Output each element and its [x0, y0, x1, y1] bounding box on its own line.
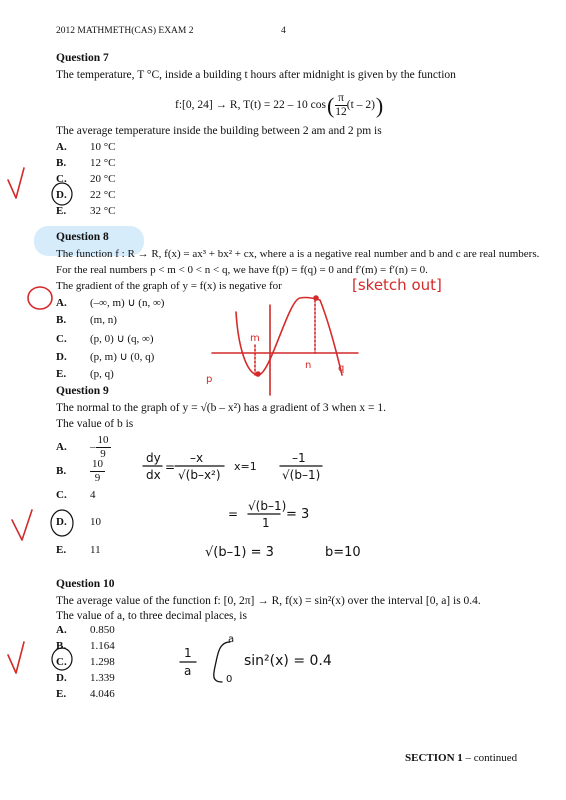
option-letter: D.	[56, 351, 67, 363]
q7-formula-right: (t – 2)	[346, 98, 375, 111]
q10-title: Question 10	[56, 578, 115, 590]
q9-tick-mark	[12, 510, 32, 540]
option-text: 4.046	[90, 688, 115, 700]
graph-label-q: q	[338, 363, 345, 374]
option-letter: B.	[56, 640, 67, 652]
q10-work-a: a	[184, 664, 192, 678]
q8-circle-a	[28, 287, 52, 309]
q8-option-a[interactable]	[56, 296, 164, 311]
option-letter: B.	[56, 157, 67, 169]
option-letter: A.	[56, 441, 67, 453]
work-dy: dy	[146, 451, 161, 465]
work-final: √(b–1) = 3	[205, 545, 274, 560]
work-eq2: =	[228, 507, 239, 521]
option-text: (m, n)	[90, 314, 117, 326]
frac-num: 10	[97, 433, 109, 446]
option-letter: B.	[56, 465, 67, 477]
work-root: √(b–x²)	[178, 468, 221, 482]
option-letter: D.	[56, 672, 67, 684]
q9-option-b[interactable]	[56, 456, 105, 486]
q7-formula	[175, 90, 383, 120]
graph-max-point	[314, 296, 318, 300]
q8-option-e[interactable]	[56, 368, 114, 383]
q7-tick-mark	[8, 168, 24, 198]
option-text: 1.339	[90, 672, 115, 684]
option-letter: C.	[56, 333, 67, 345]
option-letter: A.	[56, 624, 67, 636]
q9-line2: The value of b is	[56, 418, 134, 430]
option-letter: E.	[56, 368, 67, 380]
work-one: 1	[262, 516, 270, 530]
work-x1: x=1	[234, 460, 257, 473]
paren-close: )	[375, 92, 384, 118]
paren-open: (	[326, 92, 335, 118]
q9-line1: The normal to the graph of y = √(b – x²) has a gradient of 3 when x = 1.	[56, 402, 386, 414]
option-text: 10 °C	[90, 141, 116, 153]
option-sign: –	[90, 441, 96, 453]
option-letter: A.	[56, 297, 67, 309]
option-letter: A.	[56, 141, 67, 153]
q9-title: Question 9	[56, 385, 109, 397]
option-text: 4	[90, 489, 96, 501]
q7-title: Question 7	[56, 52, 109, 64]
option-text: 20 °C	[90, 173, 116, 185]
exam-header: 2012 MATHMETH(CAS) EXAM 2	[56, 26, 194, 36]
frac-den: 9	[100, 447, 106, 460]
q7-option-e[interactable]	[56, 205, 116, 220]
graph-min-point	[256, 372, 260, 376]
option-letter: C.	[56, 489, 67, 501]
q10-work-lower: 0	[226, 674, 233, 685]
q8-option-d[interactable]	[56, 350, 154, 365]
option-text: 1.298	[90, 656, 115, 668]
page-number: 4	[281, 26, 286, 36]
option-text: (p, 0) ∪ (q, ∞)	[90, 333, 154, 345]
q10-tick-mark	[8, 642, 24, 673]
option-text: 1.164	[90, 640, 115, 652]
option-fraction	[90, 458, 105, 485]
q8-title: Question 8	[56, 231, 109, 243]
q7-frac-den: 12	[335, 105, 347, 118]
option-letter: E.	[56, 544, 67, 556]
q8-line1: The function f : R → R, f(x) = ax³ + bx² + cx, where a is a negative real number and b and c are real numbers.	[56, 248, 540, 260]
option-letter: E.	[56, 205, 67, 217]
q8-option-b[interactable]	[56, 314, 117, 329]
option-text: (p, m) ∪ (0, q)	[90, 351, 155, 363]
q7-intro: The temperature, T °C, inside a building t hours after midnight is given by the function	[56, 69, 456, 81]
option-letter: D.	[56, 516, 67, 528]
work-eq: =	[165, 460, 176, 474]
graph-label-n: n	[305, 360, 312, 371]
option-text: 10	[90, 516, 101, 528]
option-text: 12 °C	[90, 157, 116, 169]
option-text: 22 °C	[90, 189, 116, 201]
q9-option-c[interactable]	[56, 489, 96, 504]
option-text: 32 °C	[90, 205, 116, 217]
graph-label-m: m	[250, 333, 260, 344]
q8-line3: The gradient of the graph of y = f(x) is negative for	[56, 280, 282, 292]
work-three: = 3	[286, 507, 310, 522]
option-letter: C.	[56, 656, 67, 668]
work-neg-1: –1	[292, 451, 306, 465]
work-root-b1: √(b–1)	[282, 468, 321, 482]
option-text: 0.850	[90, 624, 115, 636]
option-letter: D.	[56, 189, 67, 201]
q10-line2: The value of a, to three decimal places, is	[56, 610, 247, 622]
option-letter: C.	[56, 173, 67, 185]
q9-option-d[interactable]	[56, 516, 101, 531]
q7-option-d[interactable]	[56, 189, 116, 204]
q10-option-e[interactable]	[56, 688, 115, 703]
footer	[405, 752, 517, 764]
q7-option-b[interactable]	[56, 157, 116, 172]
work-dx: dx	[146, 468, 161, 482]
frac-den: 9	[94, 471, 101, 484]
q10-option-c[interactable]	[56, 656, 115, 671]
q10-line1: The average value of the function f: [0, 2π] → R, f(x) = sin²(x) over the interval [0, a] is 0.4.	[56, 595, 481, 607]
q9-option-e[interactable]	[56, 544, 101, 559]
option-letter: B.	[56, 314, 67, 326]
q7-fraction	[335, 92, 347, 119]
frac-num: 10	[92, 457, 103, 470]
q10-option-d[interactable]	[56, 672, 115, 687]
footer-section: SECTION 1	[405, 752, 463, 764]
q10-option-a[interactable]	[56, 624, 115, 639]
work-root-b1-2: √(b–1)	[248, 499, 287, 513]
option-text: (p, q)	[90, 368, 114, 380]
q7-option-a[interactable]	[56, 141, 116, 156]
q8-option-c[interactable]	[56, 332, 154, 347]
q7-stem: The average temperature inside the building between 2 am and 2 pm is	[56, 125, 382, 137]
option-text: (–∞, m) ∪ (n, ∞)	[90, 297, 165, 309]
q7-formula-left: f:[0, 24] → R, T(t) = 22 – 10 cos	[175, 98, 326, 111]
option-letter: E.	[56, 688, 67, 700]
graph-label-p: p	[206, 374, 213, 385]
work-answer: b=10	[325, 545, 361, 560]
work-neg-x: –x	[190, 451, 204, 465]
q10-work-integrand: sin²(x) = 0.4	[244, 653, 332, 669]
q7-option-c[interactable]	[56, 173, 116, 188]
q7-frac-num: π	[335, 92, 347, 106]
option-text: 11	[90, 544, 101, 556]
footer-continued: – continued	[462, 752, 518, 764]
q10-work-one: 1	[184, 646, 192, 660]
q10-work-upper: a	[228, 634, 235, 645]
sketch-note: [sketch out]	[352, 276, 442, 294]
q8-line2: For the real numbers p < m < 0 < n < q, we have f(p) = f(q) = 0 and f′(m) = f′(n) = 0.	[56, 264, 428, 276]
q10-option-b[interactable]	[56, 640, 115, 655]
